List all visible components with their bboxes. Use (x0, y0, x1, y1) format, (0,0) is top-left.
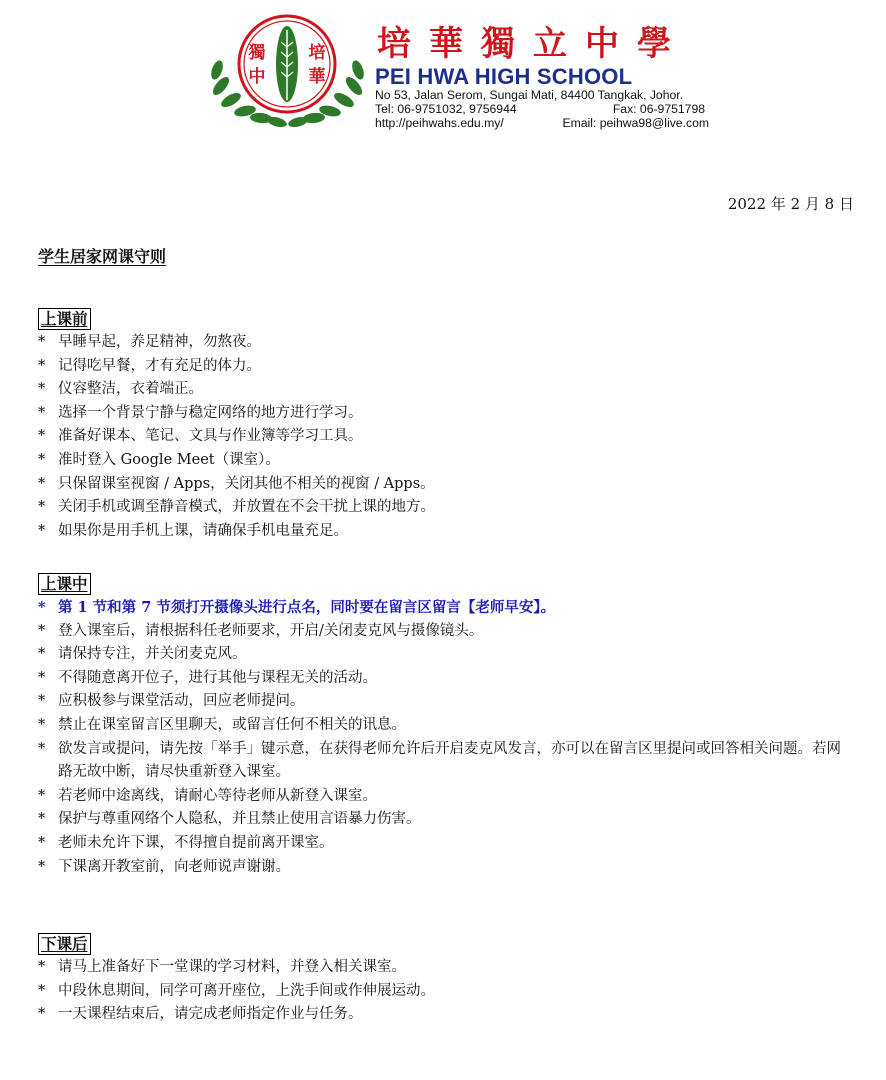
bullet-star: * (38, 834, 46, 851)
list-item-text: 若老师中途离线，请耐心等待老师从新登入课室。 (58, 787, 377, 804)
school-chinese-name: 培華獨立中學 (377, 24, 689, 64)
list-item (38, 425, 435, 449)
list-item (38, 520, 435, 544)
bullet-star: * (38, 858, 46, 875)
document-title: 学生居家网课守则 (38, 247, 167, 266)
bullet-star: * (38, 475, 46, 492)
list-item (38, 1003, 435, 1027)
list-item (38, 856, 848, 880)
bullet-star: * (38, 787, 46, 804)
school-website[interactable]: http://peihwahs.edu.my/ (375, 116, 504, 130)
bullet-star: * (38, 811, 46, 828)
list-item (38, 355, 435, 379)
list-item-text: 保护与尊重网络个人隐私，并且禁止使用言语暴力伤害。 (58, 811, 421, 828)
list-item (38, 714, 848, 738)
list-item (38, 832, 848, 856)
bullet-star: * (38, 599, 46, 616)
list-item-text: 请保持专注，并关闭麦克风。 (58, 646, 247, 663)
list-item (38, 667, 848, 691)
document-date: 2022 年 2 月 8 日 (727, 195, 854, 213)
list-item-text: 登入课室后，请根据科任老师要求，开启/关闭麦克风与摄像镜头。 (58, 622, 484, 639)
school-fax: Fax: 06-9751798 (612, 102, 705, 116)
bullet-star: * (38, 693, 46, 710)
list-item-text: 关闭手机或调至静音模式，并放置在不会干扰上课的地方。 (58, 499, 435, 516)
bullet-star: * (38, 740, 46, 757)
bullet-star: * (38, 499, 46, 516)
list-item (38, 808, 848, 832)
section-during-class (38, 573, 848, 879)
school-tel: Tel: 06-9751032, 9756944 (375, 102, 517, 116)
list-item (38, 496, 435, 520)
before-class-list (38, 331, 435, 543)
list-item (38, 473, 435, 497)
list-item (38, 378, 435, 402)
bullet-star: * (38, 1006, 46, 1023)
bullet-star: * (38, 451, 46, 468)
section-before-class (38, 308, 435, 543)
after-class-list (38, 956, 435, 1027)
bullet-star: * (38, 622, 46, 639)
bullet-star: * (38, 959, 46, 975)
bullet-star: * (38, 381, 46, 398)
during-class-list (38, 596, 848, 879)
bullet-star: * (38, 404, 46, 421)
highlight-rule (38, 596, 848, 620)
bullet-star: * (38, 982, 46, 999)
list-item-text: 下课离开教室前，向老师说声谢谢。 (58, 858, 290, 875)
list-item (38, 620, 848, 644)
list-item (38, 449, 435, 473)
school-email[interactable]: Email: peihwa98@live.com (562, 116, 709, 130)
list-item (38, 980, 435, 1004)
bullet-star: * (38, 646, 46, 663)
list-item-text: 准备好课本、笔记、文具与作业簿等学习工具。 (58, 428, 363, 445)
bullet-star: * (38, 334, 46, 350)
list-item-text: 记得吃早餐，才有充足的体力。 (58, 357, 261, 374)
list-item (38, 643, 848, 667)
bullet-star: * (38, 357, 46, 374)
logo-char-2: 中 (248, 67, 266, 87)
school-english-name: PEI HWA HIGH SCHOOL (375, 64, 633, 89)
section-header-during: 上课中 (38, 573, 91, 595)
list-item-text: 中段休息期间，同学可离开座位，上洗手间或作伸展运动。 (58, 982, 435, 999)
list-item-text: 只保留课室视窗 / Apps，关闭其他不相关的视窗 / Apps。 (58, 475, 435, 492)
list-item-text: 准时登入 Google Meet（课室）。 (58, 451, 280, 468)
list-item (38, 331, 435, 355)
list-item-text: 请马上准备好下一堂课的学习材料，并登入相关课室。 (58, 959, 406, 975)
list-item (38, 785, 848, 809)
list-item-text: 欲发言或提问，请先按「举手」键示意，在获得老师允许后开启麦克风发言，亦可以在留言区里提问或回答相关问题。若网路无故中断，请尽快重新登入课室。 (58, 740, 841, 781)
section-header-after: 下课后 (38, 933, 91, 955)
logo-char-3: 培 (308, 43, 326, 63)
letterhead (205, 10, 725, 135)
list-item-text: 早睡早起，养足精神，勿熬夜。 (58, 334, 261, 350)
list-item-text: 不得随意离开位子，进行其他与课程无关的活动。 (58, 669, 377, 686)
section-after-class (38, 933, 435, 1027)
bullet-star: * (38, 669, 46, 686)
list-item-text: 一天课程结束后，请完成老师指定作业与任务。 (58, 1006, 363, 1023)
logo-char-4: 華 (308, 67, 326, 87)
list-item (38, 690, 848, 714)
highlight-rule-text: 第 1 节和第 7 节须打开摄像头进行点名，同时要在留言区留言【老师早安】。 (58, 599, 556, 616)
list-item-text: 老师未允许下课，不得擅自提前离开课室。 (58, 834, 334, 851)
school-logo (205, 12, 370, 132)
list-item (38, 402, 435, 426)
section-header-before: 上课前 (38, 308, 91, 330)
bullet-star: * (38, 522, 46, 539)
list-item (38, 738, 848, 785)
list-item-text: 禁止在课室留言区里聊天，或留言任何不相关的讯息。 (58, 716, 406, 733)
list-item-text: 应积极参与课堂活动，回应老师提问。 (58, 693, 305, 710)
list-item-text: 仪容整洁，衣着端正。 (58, 381, 203, 398)
bullet-star: * (38, 716, 46, 733)
list-item-text: 如果你是用手机上课，请确保手机电量充足。 (58, 522, 348, 539)
list-item-text: 选择一个背景宁静与稳定网络的地方进行学习。 (58, 404, 363, 421)
bullet-star: * (38, 428, 46, 445)
list-item (38, 956, 435, 980)
logo-char-1: 獨 (248, 43, 266, 63)
school-address: No 53, Jalan Serom, Sungai Mati, 84400 Tangkak, Johor. (375, 88, 684, 102)
